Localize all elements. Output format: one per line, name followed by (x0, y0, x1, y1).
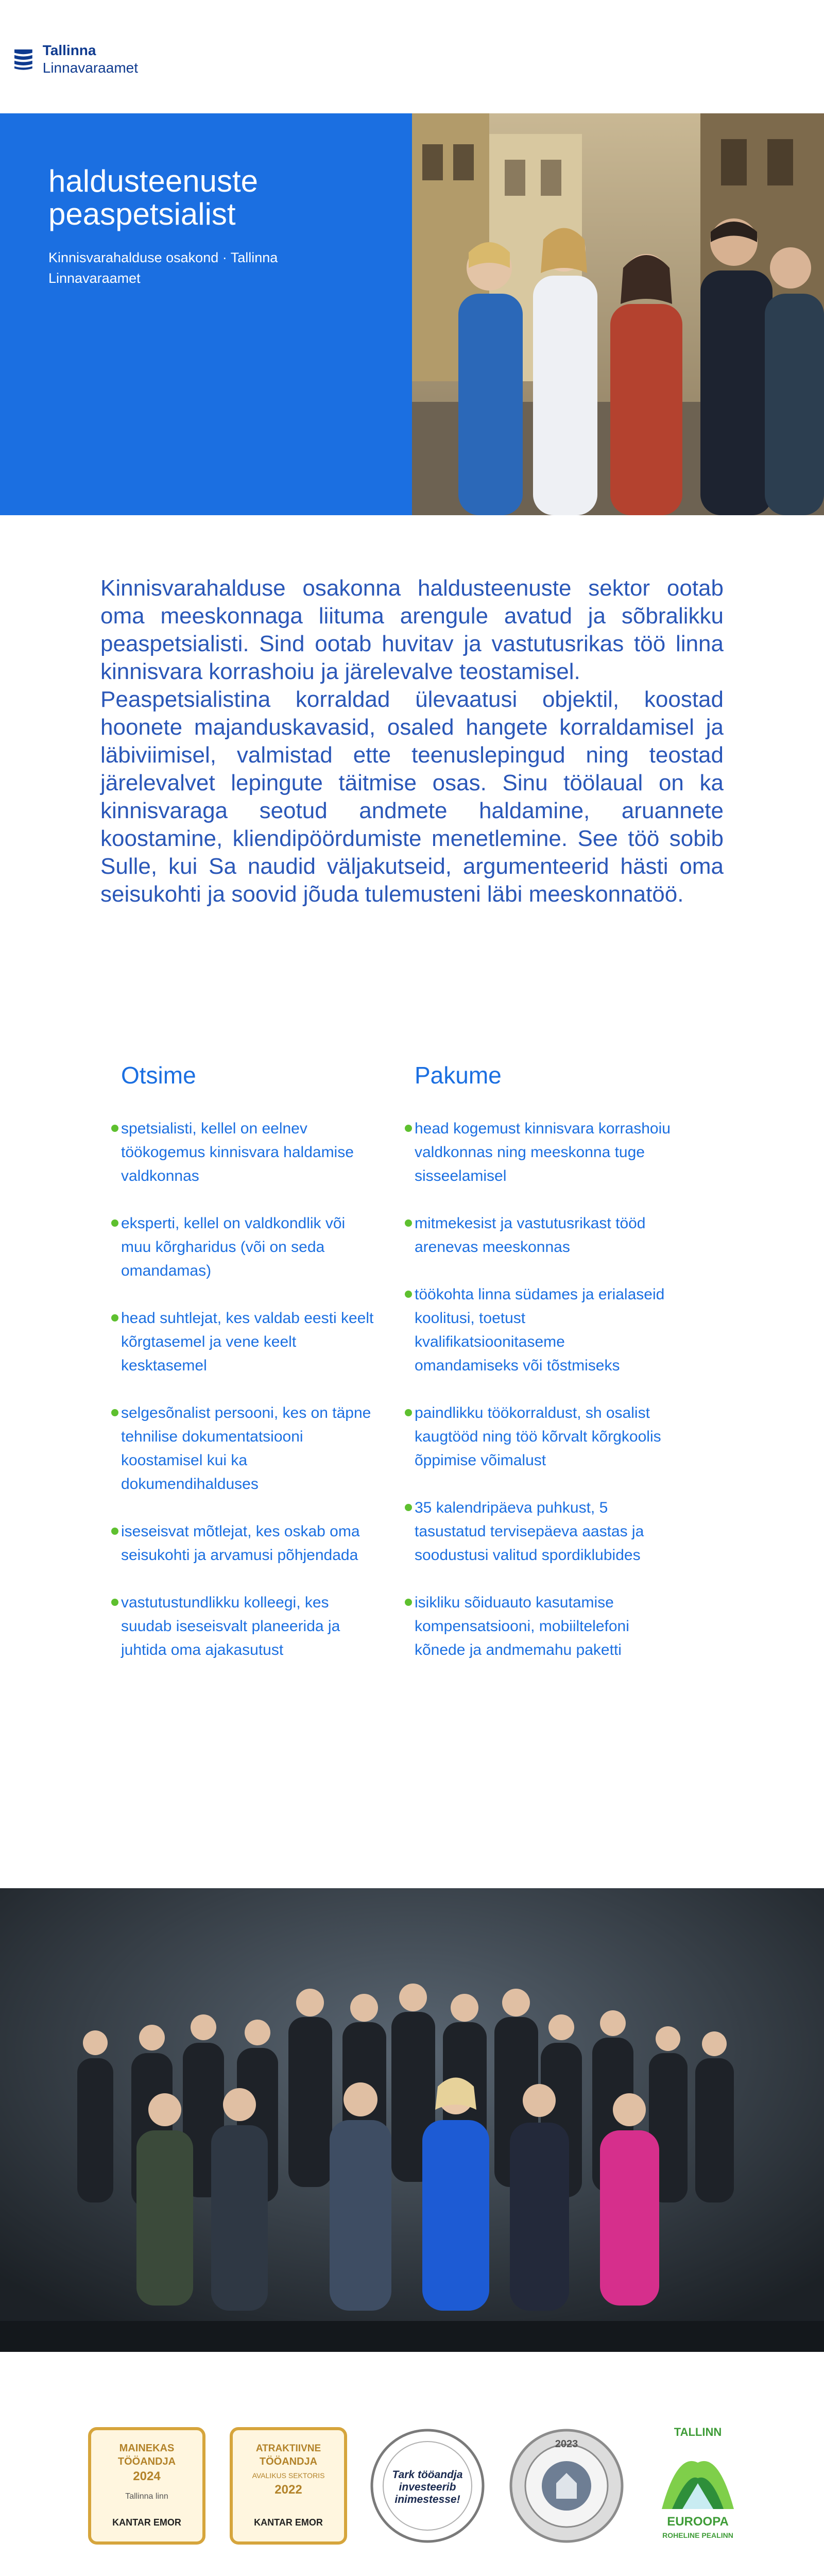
bullet-icon (111, 1314, 118, 1321)
intro-text (100, 574, 724, 908)
bullet-icon (111, 1528, 118, 1535)
offer-list (415, 1117, 672, 1662)
hero-team-photo (412, 113, 824, 515)
bullet-icon (405, 1125, 412, 1132)
list-item (415, 1117, 672, 1188)
badge-1-line-2: TÖÖANDJA (117, 2456, 176, 2467)
badge-5-subtitle: ROHELINE PEALINN (662, 2531, 733, 2539)
european-green-capital-badge (646, 2421, 749, 2550)
badge-3-line-1: Tark tööandja (392, 2469, 463, 2481)
badge-1-small: Tallinna linn (125, 2492, 168, 2501)
list-item-text: iseseisvat mõtlejat, kes oskab oma seisukohti ja arvamusi põhjendada (121, 1523, 360, 1564)
badge-1-line-1: MAINEKAS (119, 2443, 175, 2454)
tallinn-logo-icon (14, 39, 32, 79)
badge-2-year: 2022 (274, 2483, 302, 2497)
badge-1-brand: KANTAR EMOR (112, 2517, 181, 2528)
list-item (415, 1401, 672, 1472)
badge-3-line-2: investeerib (399, 2481, 456, 2493)
bullet-icon (405, 1409, 412, 1416)
attractive-employer-2022-badge (229, 2427, 348, 2545)
bullet-icon (405, 1504, 412, 1511)
list-item (121, 1117, 379, 1188)
smart-employer-badge (368, 2427, 487, 2545)
badge-2-brand: KANTAR EMOR (254, 2517, 323, 2528)
list-item-text: head suhtlejat, kes valdab eesti keelt kõrgtasemel ja vene keelt kesktasemel (121, 1310, 374, 1374)
list-item-text: vastutustundlikku kolleegi, kes suudab iseseisvalt planeerida ja juhtida oma ajakasutust (121, 1594, 340, 1658)
reputable-employer-2024-badge (88, 2427, 206, 2545)
intro-paragraph-2: Peaspetsialistina korraldad ülevaatusi objektil, koostad hoonete majanduskavasid, osaled hangete korraldamisel ja läbiviimisel, valmistad ette teenuslepingud ning teostad järelevalvet lepingute täitmise osas. Sinu töölaual on ka kinnisvaraga seotud andmete haldamine, aruannete koostamine, kliendipöördumiste menetlemine. See töö sobib Sulle, kui Sa naudid väljakutseid, argumenteerid hästi oma seisukohti ja soovid jõuda tulemusteni läbi meeskonnatöö. (100, 687, 724, 907)
job-subtitle: Kinnisvarahalduse osakond · Tallinna Linnavaraamet (48, 250, 278, 286)
list-item (415, 1212, 672, 1259)
intro-paragraph-1: Kinnisvarahalduse osakonna haldusteenuste sektor ootab oma meeskonnaga liituma arengule avatud ja sõbralikku peaspetsialisti. Sind ootab huvitav ja vastutusrikas töö linna kinnisvara korrashoiu ja järelevalve teostamisel. (100, 575, 724, 684)
list-item-text: 35 kalendripäeva puhkust, 5 tasustatud tervisepäeva aastas ja soodustusi valitud spordiklubides (415, 1499, 644, 1564)
list-item-text: head kogemust kinnisvara korrashoiu valdkonnas ning meeskonna tuge sisseelamisel (415, 1120, 671, 1184)
seal-2023-badge (507, 2427, 626, 2545)
list-item-text: isikliku sõiduauto kasutamise kompensatsiooni, mobiiltelefoni kõnede ja andmemahu paketti (415, 1594, 629, 1658)
list-item-text: paindlikku töökorraldust, sh osalist kaugtööd ning töö kõrvalt kõrgkoolis õppimise võimalust (415, 1404, 661, 1469)
job-title-line-2: peaspetsialist (48, 197, 236, 231)
list-item-text: mitmekesist ja vastutusrikast tööd arenevas meeskonnas (415, 1215, 646, 1256)
bullet-icon (405, 1219, 412, 1227)
list-item (415, 1591, 672, 1662)
list-item (415, 1283, 672, 1378)
header-logo[interactable] (14, 31, 138, 88)
badge-2-line-1: ATRAKTIIVNE (255, 2443, 321, 2454)
badge-3-line-3: inimestesse! (394, 2494, 460, 2505)
logo-line-1: Tallinna (42, 42, 96, 58)
badge-2-small: AVALIKUS SEKTORIS (252, 2471, 325, 2480)
bullet-icon (111, 1125, 118, 1132)
hero-section (0, 113, 824, 515)
list-item (121, 1520, 379, 1567)
logo-line-2: Linnavaraamet (42, 60, 138, 76)
list-item (121, 1307, 379, 1378)
badge-5-title: EUROOPA (667, 2515, 729, 2529)
hero-blue-panel (0, 113, 412, 515)
job-title-line-1: haldusteenuste (48, 164, 258, 198)
list-item (121, 1212, 379, 1283)
requirements-column (121, 1061, 379, 1686)
bullet-icon (111, 1219, 118, 1227)
offer-column (415, 1061, 672, 1686)
badge-2-line-2: TÖÖANDJA (259, 2456, 318, 2467)
list-item (415, 1496, 672, 1567)
job-title (48, 165, 378, 231)
list-item (121, 1401, 379, 1496)
requirements-list (121, 1117, 379, 1662)
employer-badges (0, 2416, 824, 2561)
offer-heading: Pakume (415, 1062, 502, 1089)
badge-5-city: TALLINN (674, 2426, 722, 2438)
badge-4-year: 2023 (555, 2438, 578, 2450)
list-item-text: eksperti, kellel on valdkondlik või muu kõrgharidus (või on seda omandamas) (121, 1215, 346, 1279)
list-item-text: töökohta linna südames ja erialaseid koolitusi, toetust kvalifikatsioonitaseme omandamiseks või tõstmiseks (415, 1286, 665, 1374)
list-item-text: spetsialisti, kellel on eelnev töökogemus kinnisvara haldamise valdkonnas (121, 1120, 354, 1184)
badge-1-year: 2024 (133, 2469, 161, 2483)
bullet-icon (111, 1599, 118, 1606)
requirements-heading: Otsime (121, 1062, 196, 1089)
bullet-icon (405, 1291, 412, 1298)
bullet-icon (111, 1409, 118, 1416)
list-item-text: selgesõnalist persooni, kes on täpne tehnilise dokumentatsiooni koostamisel kui ka dokumendihalduses (121, 1404, 371, 1493)
bullet-icon (405, 1599, 412, 1606)
list-item (121, 1591, 379, 1662)
team-group-photo (0, 1888, 824, 2352)
